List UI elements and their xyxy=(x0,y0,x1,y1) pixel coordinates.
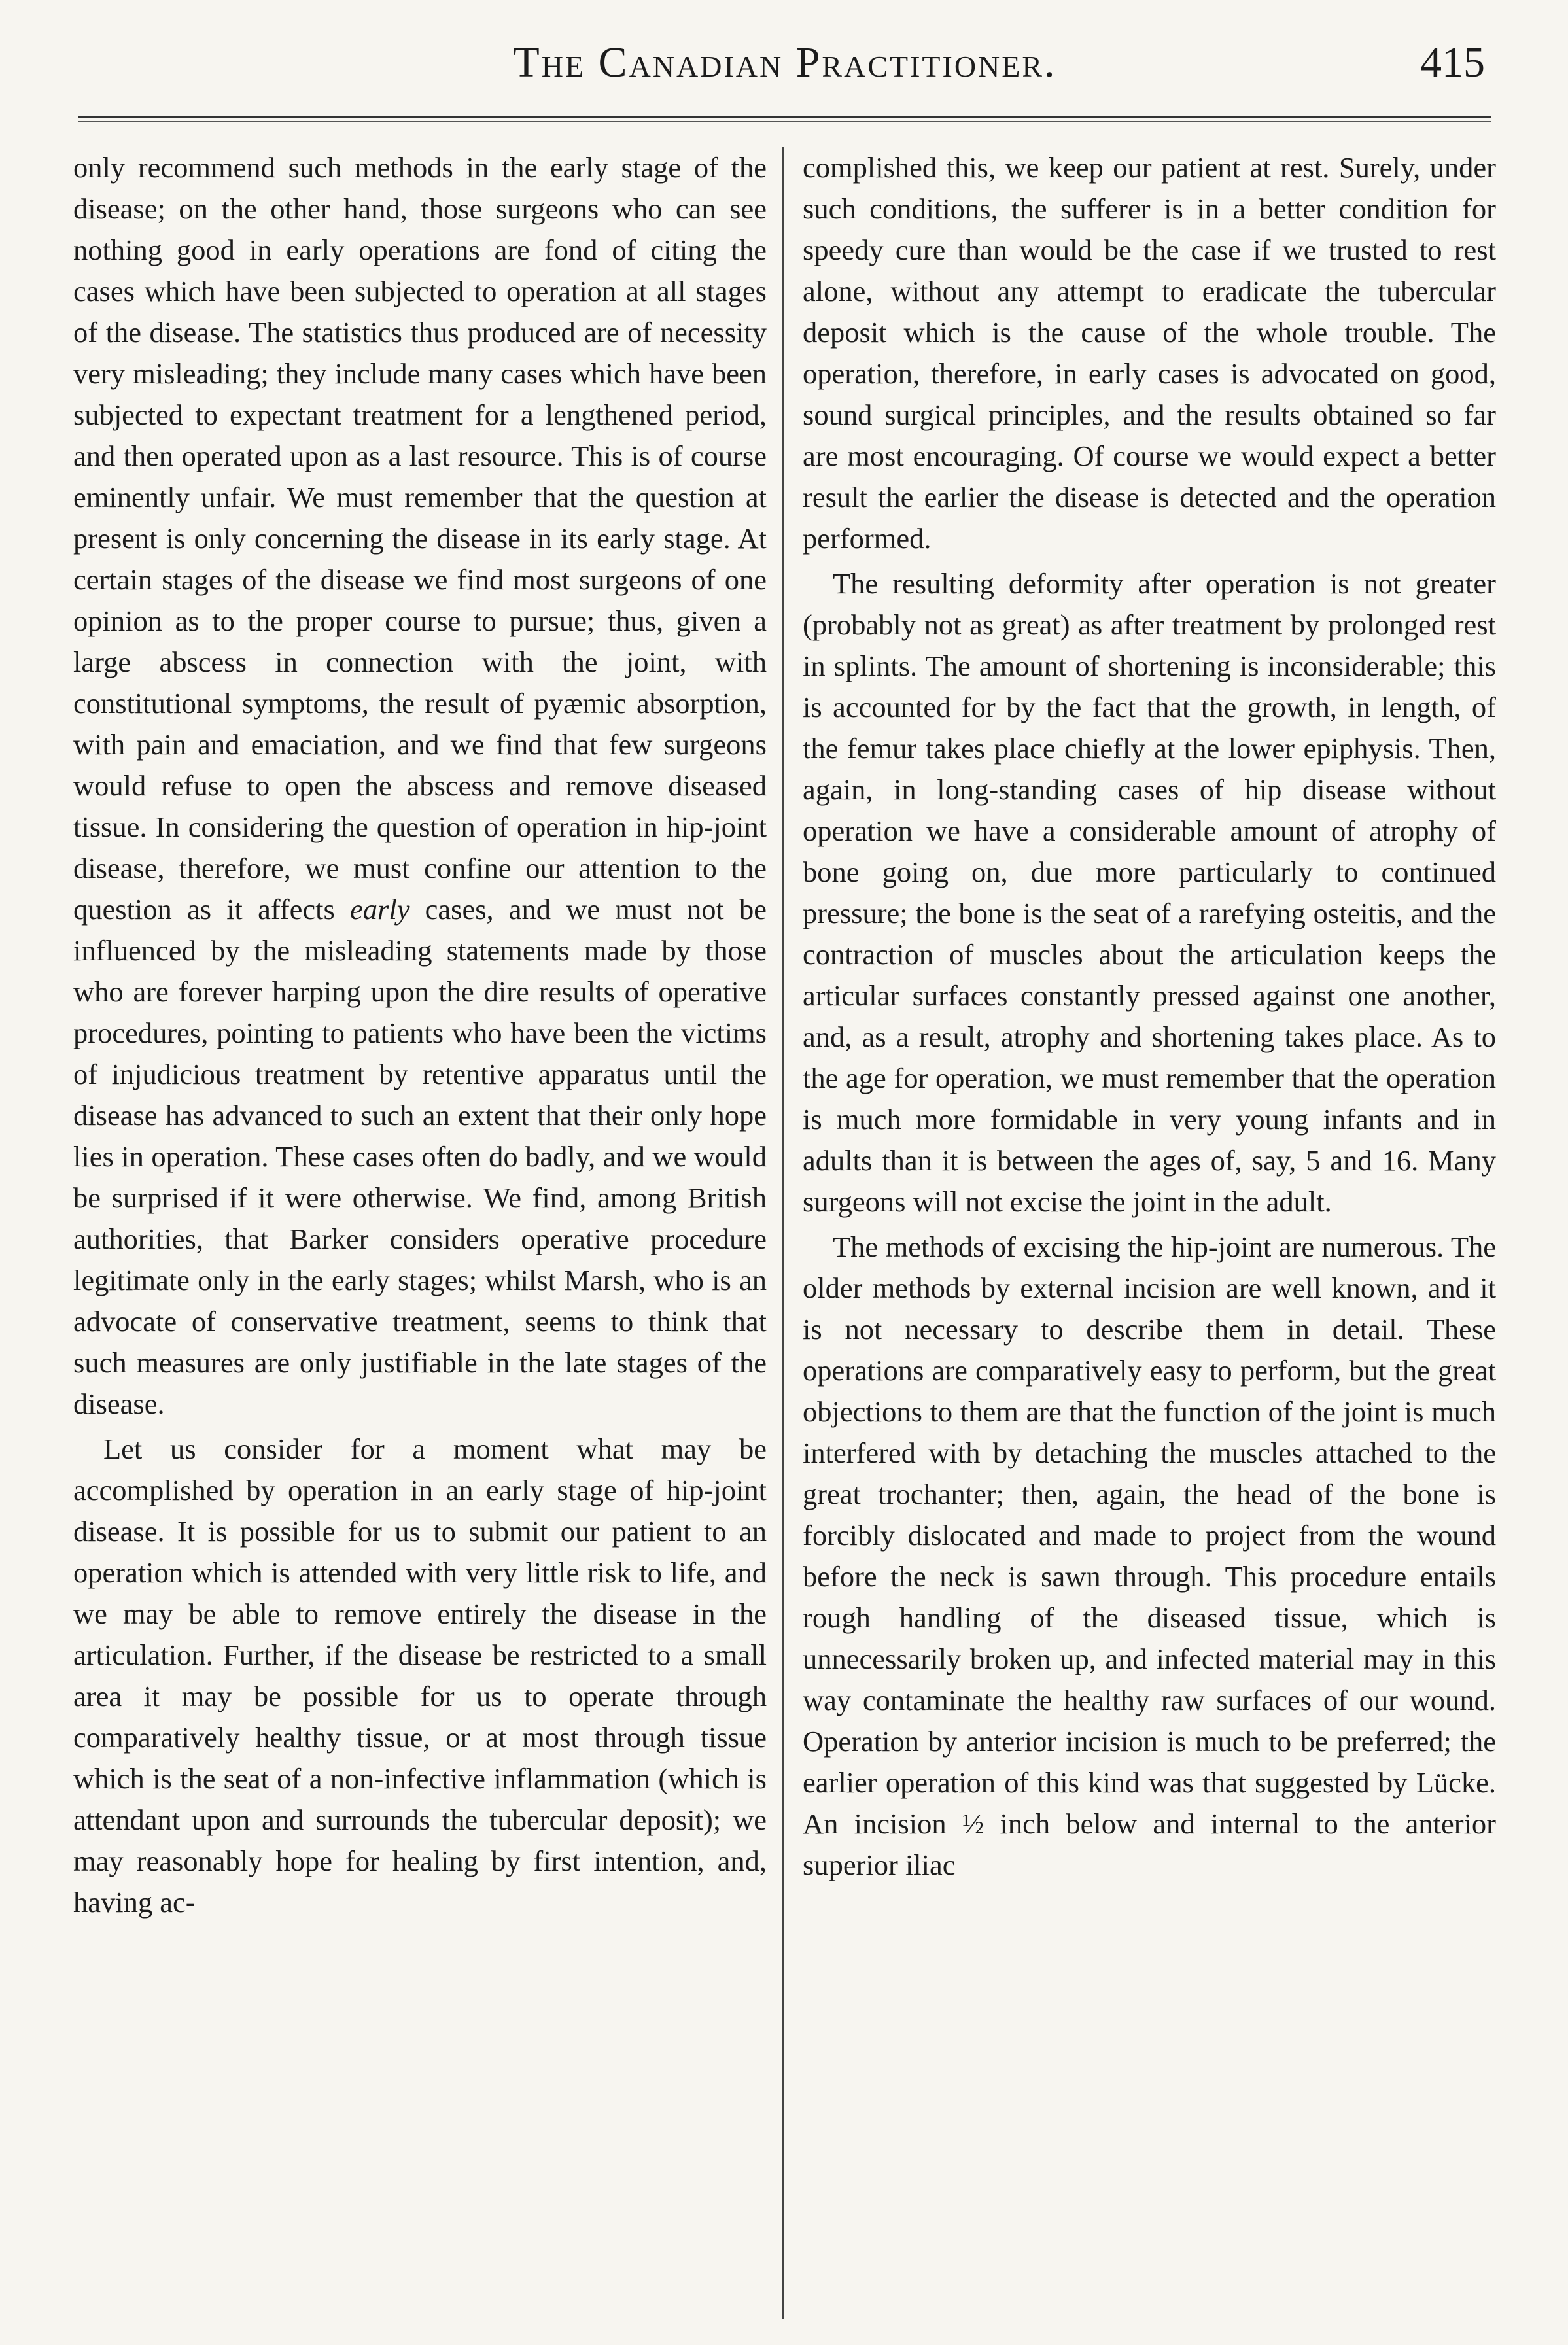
paragraph: complished this, we keep our patient at rest. Surely, under such conditions, the sufferer is in a better condition for speedy cure than would be the case if we trusted to rest alone, without any attempt to eradicate the tubercular deposit which is the cause of the whole trouble. The operation, therefore, in early cases is advocated on good, sound surgical principles, and the results obtained so far are most encouraging. Of course we would expect a better result the earlier the disease is detected and the operation performed. xyxy=(803,151,1496,555)
emphasis-early: early xyxy=(350,893,410,926)
column-divider xyxy=(782,147,784,2319)
running-title: The Canadian Practitioner. xyxy=(513,39,1057,86)
text-columns xyxy=(73,147,1496,2325)
header-rule xyxy=(78,116,1491,122)
right-column xyxy=(803,147,1496,2325)
paragraph: The resulting deformity after operation is not greater (probably not as great) as after treatment by prolonged rest in splints. The amount of shortening is inconsiderable; this is accounted for by the fact that the growth, in length, of the femur takes place chiefly at the lower epiphysis. Then, again, in long-standing cases of hip disease without operation we have a considerable amount of atrophy of bone going on, due more particularly to continued pressure; the bone is the seat of a rarefying osteitis, and the contraction of muscles about the articulation keeps the articular surfaces constantly pressed against one another, and, as a result, atrophy and shortening takes place. As to the age for operation, we must remember that the operation is much more formidable in very young infants and in adults than it is between the ages of, say, 5 and 16. Many surgeons will not excise the joint in the adult. xyxy=(803,567,1496,1218)
paragraph: Let us consider for a moment what may be accomplished by operation in an early stage of hip-joint disease. It is possible for us to submit our patient to an operation which is attended with very little risk to life, and we may be able to remove entirely the disease in the articulation. Further, if the disease be restricted to a small area it may be possible for us to operate through comparatively healthy tissue, or at most through tissue which is the seat of a non-infective inflammation (which is attendant upon and surrounds the tubercular deposit); we may reasonably hope for healing by first intention, and, having ac- xyxy=(73,1433,767,1919)
paragraph xyxy=(73,147,767,1425)
paragraph-text: cases, and we must not be influenced by the misleading statements made by those who are forever harping upon the dire results of operative procedures, pointing to patients who have been the victims of injudicious treatment by retentive apparatus until the disease has advanced to such an extent that their only hope lies in operation. These cases often do badly, and we would be surprised if it were otherwise. We find, among British authorities, that Barker considers operative procedure legitimate only in the early stages; whilst Marsh, who is an advocate of conservative treatment, seems to think that such measures are only justifiable in the late stages of the disease. xyxy=(73,893,767,1420)
page-number: 415 xyxy=(1420,39,1485,86)
page-header xyxy=(78,31,1491,103)
left-column xyxy=(73,147,767,2325)
paragraph: The methods of excising the hip-joint are numerous. The older methods by external incision are well known, and it is not necessary to describe them in detail. These operations are comparatively easy to perform, but the great objections to them are that the function of the joint is much interfered with by detaching the muscles attached to the great trochanter; then, again, the head of the bone is forcibly dislocated and made to project from the wound before the neck is sawn through. This procedure entails rough handling of the diseased tissue, which is unnecessarily broken up, and infected material may in this way contaminate the healthy raw surfaces of our wound. Operation by anterior incision is much to be preferred; the earlier operation of this kind was that suggested by Lücke. An incision ½ inch below and internal to the anterior superior iliac xyxy=(803,1230,1496,1881)
paragraph-text: only recommend such methods in the early stage of the disease; on the other hand, those surgeons who can see nothing good in early operations are fond of citing the cases which have been subjected to operation at all stages of the disease. The statistics thus produced are of necessity very misleading; they include many cases which have been subjected to expectant treatment for a lengthened period, and then operated upon as a last resource. This is of course eminently unfair. We must remember that the question at present is only concerning the disease in its early stage. At certain stages of the disease we find most surgeons of one opinion as to the proper course to pursue; thus, given a large abscess in connection with the joint, with constitutional symptoms, the result of pyæmic absorption, with pain and emaciation, and we find that few surgeons would refuse to open the abscess and remove diseased tissue. In considering the question of operation in hip-joint disease, therefore, we must confine our attention to the question as it affects xyxy=(73,151,767,926)
